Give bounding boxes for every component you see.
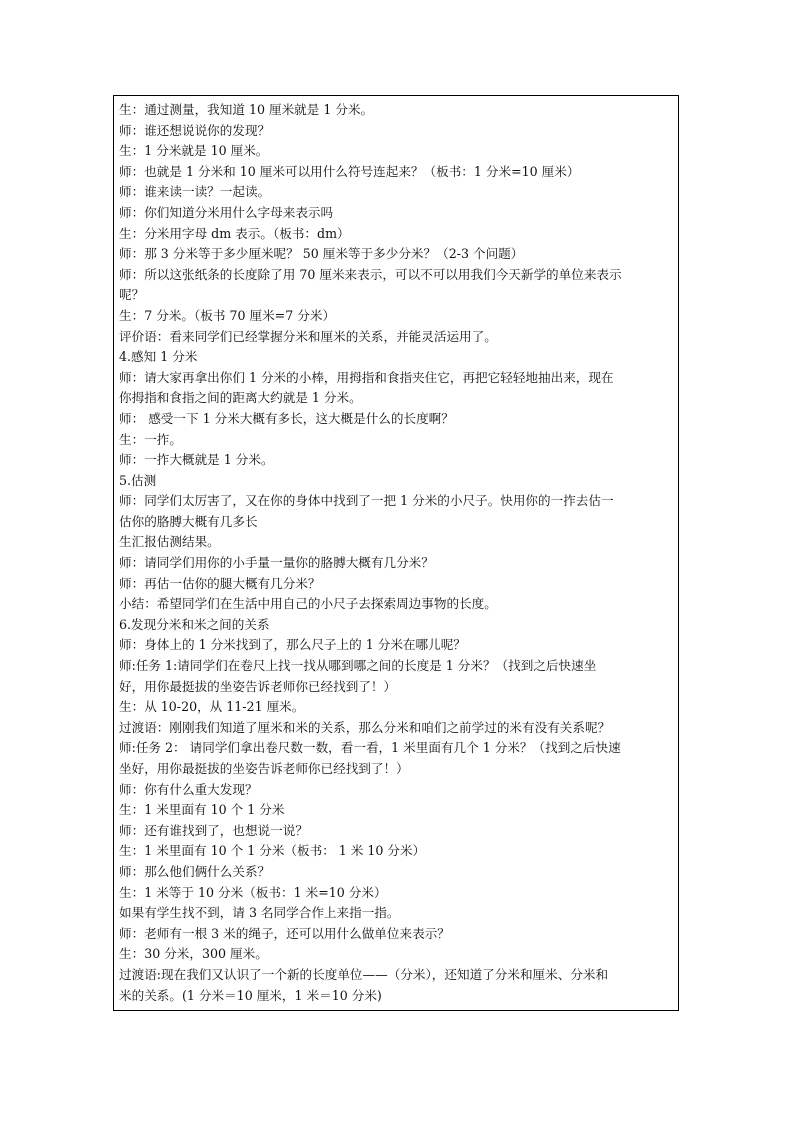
text-line: 你拇指和食指之间的距离大约就是 1 分米。	[119, 390, 362, 406]
text-line: 师：一拃大概就是 1 分米。	[119, 452, 274, 468]
text-line: 坐好，用你最挺拔的坐姿告诉老师你已经找到了！）	[119, 761, 409, 776]
text-line: 米的关系。(1 分米＝10 厘米，1 米＝10 分米)	[119, 987, 382, 1003]
text-line: 估你的胳膊大概有几多长	[119, 513, 258, 529]
text-line: 师：身体上的 1 分米找到了，那么尺子上的 1 分米在哪儿呢？	[119, 637, 466, 653]
text-line: 如果有学生找不到，请 3 名同学合作上来指一指。	[119, 905, 400, 921]
text-line: 师：同学们太厉害了，又在你的身体中找到了一把 1 分米的小尺子。快用你的一拃去估一	[119, 493, 614, 509]
text-line: 师:任务 2： 请同学们拿出卷尺数一数，看一看，1 米里面有几个 1 分米？（找到之后快速	[119, 740, 621, 756]
text-line: 师：老师有一根 3 米的绳子，还可以用什么做单位来表示？	[119, 925, 450, 941]
text-line: 过渡语:现在我们又认识了一个新的长度单位——（分米），还知道了分米和厘米、分米和	[119, 966, 609, 982]
text-line: 师：请同学们用你的小手量一量你的胳膊大概有几分米？	[119, 555, 434, 571]
text-line: 生：1 米里面有 10 个 1 分米（板书： 1 米 10 分米）	[119, 843, 426, 859]
text-line: 4.感知 1 分米	[119, 349, 198, 365]
text-line: 生汇报估测结果。	[119, 534, 220, 550]
text-line: 评价语：看来同学们已经掌握分米和厘米的关系，并能灵活运用了。	[119, 328, 497, 344]
text-line: 师：你们知道分米用什么字母来表示吗	[119, 204, 334, 220]
text-line: 生：1 米等于 10 分米（板书：1 米=10 分米）	[119, 884, 387, 900]
text-line: 生：1 分米就是 10 厘米。	[119, 143, 269, 159]
text-line: 生：1 米里面有 10 个 1 分米	[119, 802, 285, 818]
text-line: 师：还有谁找到了，也想说一说？	[119, 822, 308, 838]
text-line: 生：一拃。	[119, 431, 182, 447]
text-line: 师：所以这张纸条的长度除了用 70 厘米来表示，可以不可以用我们今天新学的单位来表示	[119, 266, 622, 282]
text-line: 师：谁还想说说你的发现？	[119, 122, 271, 138]
text-line: 小结：希望同学们在生活中用自己的小尺子去探索周边事物的长度。	[119, 596, 497, 612]
text-line: 师： 感受一下 1 分米大概有多长，这大概是什么的长度啊？	[119, 410, 454, 426]
text-line: 师：也就是 1 分米和 10 厘米可以用什么符号连起来？（板书：1 分米=10 厘米）	[119, 163, 580, 179]
text-line: 好，用你最挺拔的坐姿告诉老师你已经找到了！）	[119, 678, 397, 694]
text-line: 师：那么他们俩什么关系？	[119, 863, 271, 879]
text-line: 师：你有什么重大发现？	[119, 781, 258, 797]
text-line: 呢？	[119, 287, 145, 303]
text-line: 生：30 分米，300 厘米。	[119, 946, 268, 962]
lesson-plan-text	[119, 100, 675, 1006]
text-line: 师：那 3 分米等于多少厘米呢？ 50 厘米等于多少分米？（2-3 个问题）	[119, 246, 524, 262]
text-line: 生：分米用字母 dm 表示。（板书：dm）	[119, 225, 350, 241]
text-line: 师：再估一估你的腿大概有几分米？	[119, 575, 321, 591]
text-line: 师:任务 1:请同学们在卷尺上找一找从哪到哪之间的长度是 1 分米？（找到之后快速坐	[119, 658, 597, 674]
text-line: 5.估测	[119, 472, 157, 488]
text-line: 师：请大家再拿出你们 1 分米的小棒，用拇指和食指夹住它，再把它轻轻地抽出来，现在	[119, 369, 614, 385]
text-line: 6.发现分米和米之间的关系	[119, 616, 270, 632]
text-line: 师：谁来读一读？一起读。	[119, 184, 271, 200]
text-line: 生：7 分米。（板书 70 厘米=7 分米）	[119, 307, 336, 323]
text-line: 生：通过测量，我知道 10 厘米就是 1 分米。	[119, 102, 374, 117]
text-line: 过渡语：刚刚我们知道了厘米和米的关系，那么分米和咱们之前学过的米有没有关系呢？	[119, 719, 611, 735]
text-line: 生：从 10-20，从 11-21 厘米。	[119, 699, 305, 715]
